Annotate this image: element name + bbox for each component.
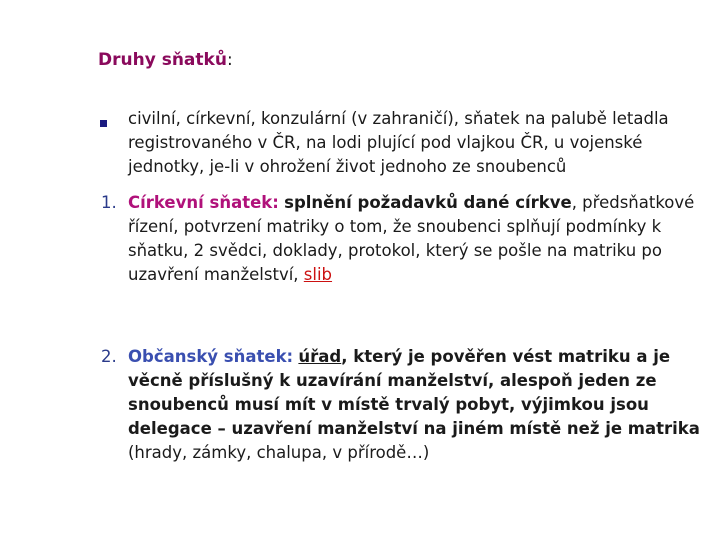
heading-colon: : [226,50,233,70]
civil-marriage-term: Občanský sňatek: [128,347,294,366]
list-item-church-marriage [128,191,713,287]
list-item-civil-marriage [128,345,713,465]
item-number-1: 1. [101,193,117,212]
item-number-2: 2. [101,347,117,366]
church-requirements-bold: splnění požadavků dané církve [284,193,572,212]
slib-link[interactable]: slib [303,265,333,284]
square-bullet-icon [100,120,107,127]
civil-marriage-examples: (hrady, zámky, chalupa, v přírodě…) [128,443,430,462]
church-marriage-term: Církevní sňatek: [128,193,279,212]
heading-text: Druhy sňatků [98,50,227,70]
civil-marriage-details-bold: , který je pověřen vést matriku a je věcně příslušný k uzavírání manželství, alespoň jeden ze snoubenců musí mít v místě trvalý pobyt, výjimkou jsou delegace – uzavření manželství na jiném místě než je matrika [128,347,700,438]
bullet-item-marriage-types: civilní, církevní, konzulární (v zahraničí), sňatek na palubě letadla registrovaného v ČR, na lodi plující pod vlajkou ČR, u vojenské jednotky, je-li v ohrožení život jednoho ze snoubenců [128,109,669,176]
church-marriage-details: , předsňatkové řízení, potvrzení matriky o tom, že snoubenci splňují podmínky k sňatku, 2 svědci, doklady, protokol, který se pošle na matriku po uzavření manželství, [128,193,695,284]
office-underlined: úřad [298,347,342,366]
page-title [98,50,233,70]
